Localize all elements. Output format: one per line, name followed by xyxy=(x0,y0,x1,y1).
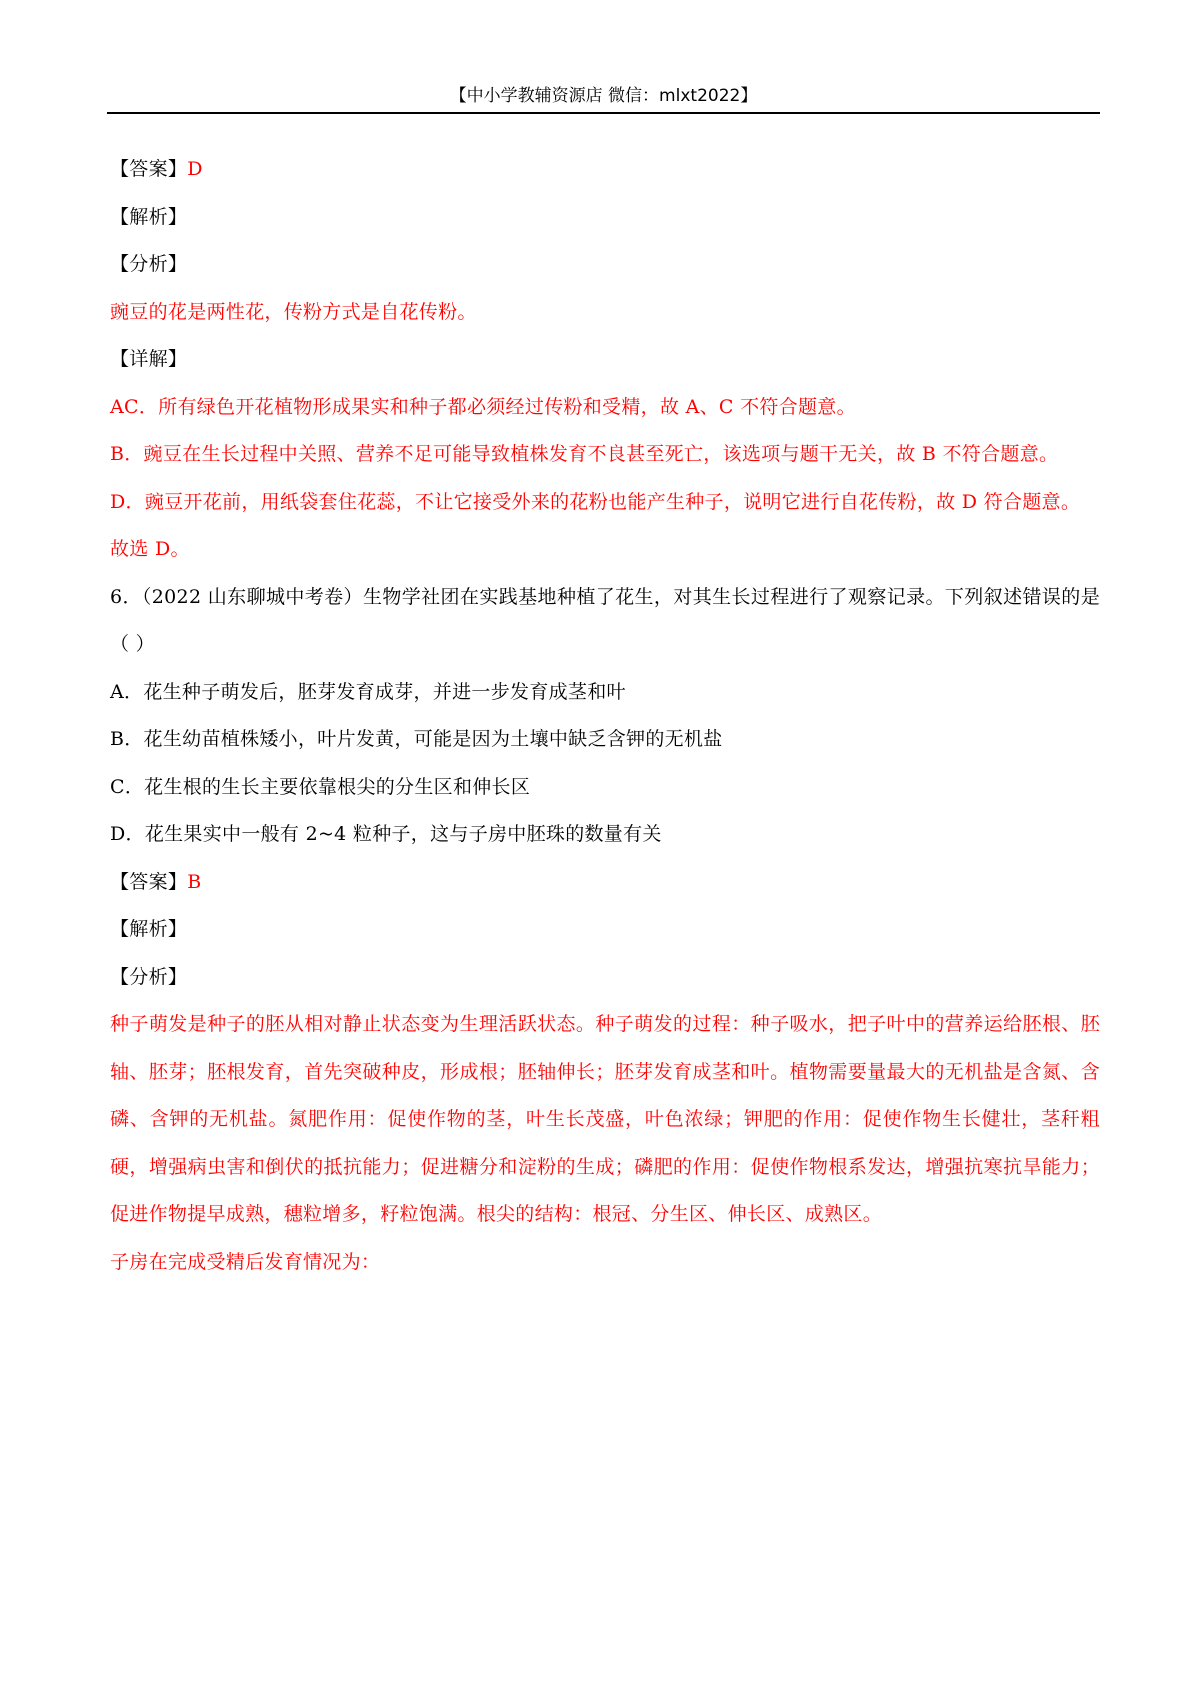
q6-ovary-text: 子房在完成受精后发育情况为： xyxy=(110,1250,381,1273)
page-header: 【中小学教辅资源店 微信：mlxt2022】 xyxy=(449,86,758,106)
q6-option-b: B．花生幼苗植株矮小，叶片发黄，可能是因为土壤中缺乏含钾的无机盐 xyxy=(110,728,723,750)
answer-value: D xyxy=(187,158,203,180)
answer-label: 【答案】 xyxy=(110,158,188,180)
q5-xiangjie-label: 【详解】 xyxy=(110,348,188,370)
q6-answer xyxy=(110,859,1100,907)
document-body xyxy=(110,146,1100,1286)
q5-fenxi-label: 【分析】 xyxy=(110,253,188,275)
q6-fenxi-label: 【分析】 xyxy=(110,965,188,988)
answer-label: 【答案】 xyxy=(110,870,188,893)
q6-jiexi-label: 【解析】 xyxy=(110,918,188,940)
q5-fenxi-text: 豌豆的花是两性花，传粉方式是自花传粉。 xyxy=(110,300,477,323)
q5-answer xyxy=(110,146,1100,194)
q6-option-d: D．花生果实中一般有 2~4 粒种子，这与子房中胚珠的数量有关 xyxy=(110,823,662,845)
q5-jiexi-label: 【解析】 xyxy=(110,205,188,228)
q6-fenxi-text: 种子萌发是种子的胚从相对静止状态变为生理活跃状态。种子萌发的过程：种子吸水，把子叶中的营养运给胚根、胚轴、胚芽；胚根发育，首先突破种皮，形成根；胚轴伸长；胚芽发育成茎和叶。植物需要量最大的无机盐是含氮、含磷、含钾的无机盐。氮肥作用：促使作物的茎，叶生长茂盛，叶色浓绿；钾肥的作用：促使作物生长健壮，茎秆粗硬，增强病虫害和倒伏的抵抗能力；促进糖分和淀粉的生成；磷肥的作用：促使作物根系发达，增强抗寒抗旱能力；促进作物提早成熟，穗粒增多，籽粒饱满。根尖的结构：根冠、分生区、伸长区、成熟区。 xyxy=(110,1013,1100,1225)
q5-detail-b: B．豌豆在生长过程中关照、营养不足可能导致植株发育不良甚至死亡，该选项与题干无关，故 B 不符合题意。 xyxy=(110,443,1059,465)
header-divider xyxy=(107,112,1100,114)
q5-conclusion: 故选 D。 xyxy=(110,538,190,560)
q6-option-c: C．花生根的生长主要依靠根尖的分生区和伸长区 xyxy=(110,775,531,798)
q6-stem: 6．（2022 山东聊城中考卷）生物学社团在实践基地种植了花生，对其生长过程进行了观察记录。下列叙述错误的是（ ） xyxy=(110,585,1100,655)
q5-detail-d: D．豌豆开花前，用纸袋套住花蕊，不让它接受外来的花粉也能产生种子，说明它进行自花传粉，故 D 符合题意。 xyxy=(110,490,1081,513)
answer-value: B xyxy=(187,870,202,893)
q5-detail-ac: AC．所有绿色开花植物形成果实和种子都必须经过传粉和受精，故 A、C 不符合题意。 xyxy=(110,395,856,418)
q6-option-a: A．花生种子萌发后，胚芽发育成芽，并进一步发育成茎和叶 xyxy=(110,680,626,703)
